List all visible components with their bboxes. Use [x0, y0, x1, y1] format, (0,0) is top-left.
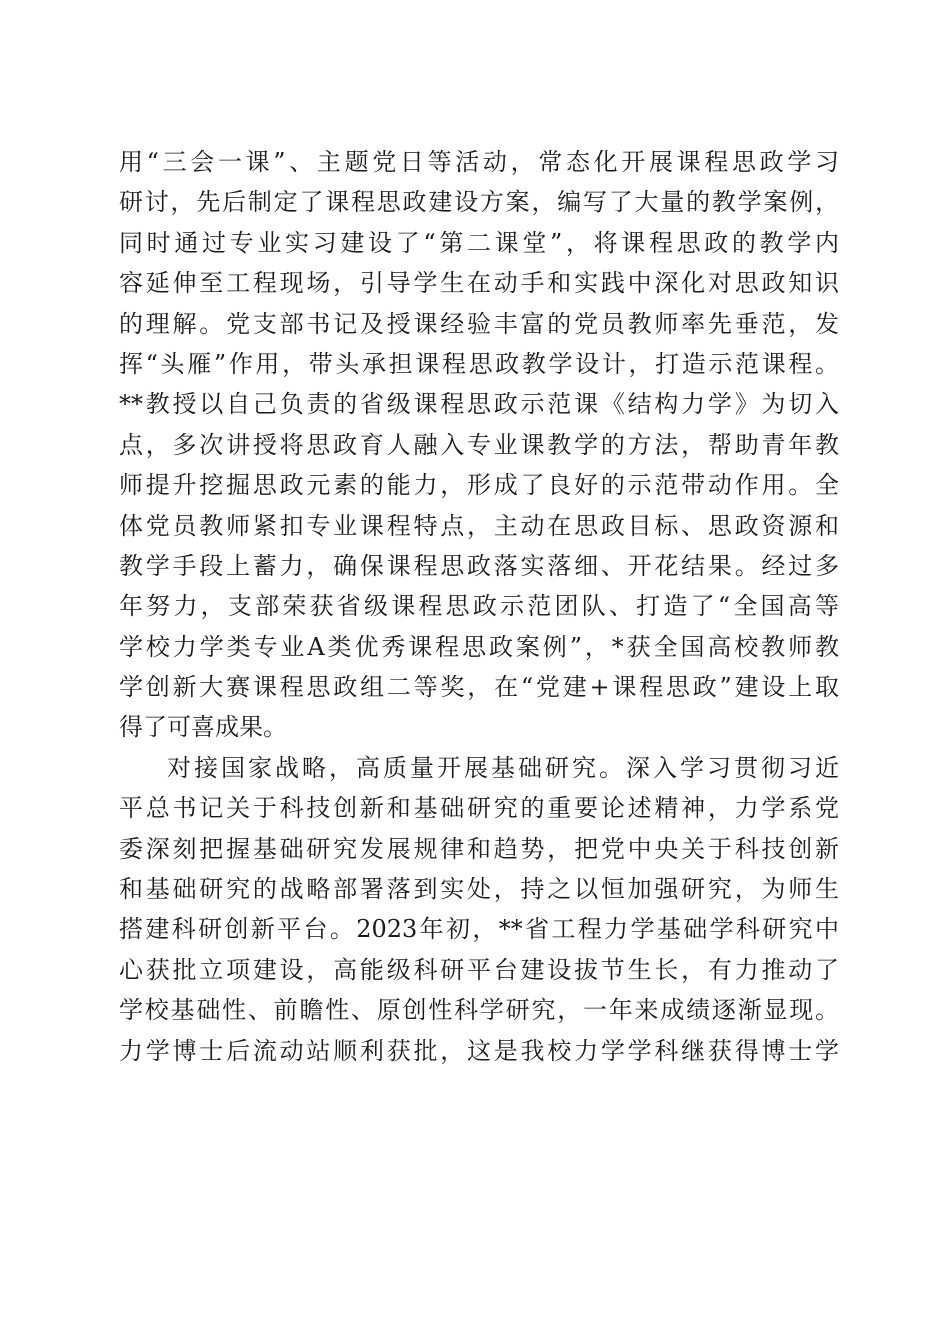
text-line: 学校基础性、前瞻性、原创性科学研究，一年来成绩逐渐显现。 — [119, 996, 839, 1025]
text-line: 得了可喜成果。 — [119, 713, 287, 742]
text-line: 容延伸至工程现场，引导学生在动手和实践中深化对思政知识 — [119, 269, 839, 298]
paragraph-2 — [119, 748, 839, 1071]
text-line: 挥“头雁”作用，带头承担课程思政教学设计，打造示范课程。 — [119, 349, 839, 378]
text-line: 用“三会一课”、主题党日等活动，常态化开展课程思政学习 — [119, 148, 839, 176]
text-line: 学创新大赛课程思政组二等奖，在“党建+课程思政”建设上取 — [119, 673, 839, 702]
text-line: 教学手段上蓄力，确保课程思政落实落细、开花结果。经过多 — [119, 551, 839, 580]
text-line: 心获批立项建设，高能级科研平台建设拔节生长，有力推动了 — [119, 955, 839, 984]
text-line: 力学博士后流动站顺利获批，这是我校力学学科继获得博士学 — [119, 1036, 839, 1065]
text-line: 学校力学类专业A类优秀课程思政案例”，*获全国高校教师教 — [119, 632, 839, 661]
text-line: 体党员教师紧扣专业课程特点，主动在思政目标、思政资源和 — [119, 511, 839, 540]
text-line: 搭建科研创新平台。2023年初，**省工程力学基础学科研究中 — [119, 915, 839, 944]
text-line: 点，多次讲授将思政育人融入专业课教学的方法，帮助青年教 — [119, 430, 839, 459]
text-line: 的理解。党支部书记及授课经验丰富的党员教师率先垂范，发 — [119, 309, 839, 338]
text-line: 平总书记关于科技创新和基础研究的重要论述精神，力学系党 — [119, 794, 839, 823]
paragraph-1 — [119, 142, 839, 748]
text-line: 委深刻把握基础研究发展规律和趋势，把党中央关于科技创新 — [119, 834, 839, 863]
text-line: 研讨，先后制定了课程思政建设方案，编写了大量的教学案例， — [119, 188, 839, 217]
document-body — [119, 142, 839, 1071]
text-line: **教授以自己负责的省级课程思政示范课《结构力学》为切入 — [119, 390, 839, 419]
text-line: 年努力，支部荣获省级课程思政示范团队、打造了“全国高等 — [119, 592, 839, 621]
text-line: 对接国家战略，高质量开展基础研究。深入学习贯彻习近 — [167, 753, 839, 782]
text-line: 师提升挖掘思政元素的能力，形成了良好的示范带动作用。全 — [119, 471, 839, 500]
text-line: 同时通过专业实习建设了“第二课堂”，将课程思政的教学内 — [119, 228, 839, 257]
text-line: 和基础研究的战略部署落到实处，持之以恒加强研究，为师生 — [119, 875, 839, 904]
